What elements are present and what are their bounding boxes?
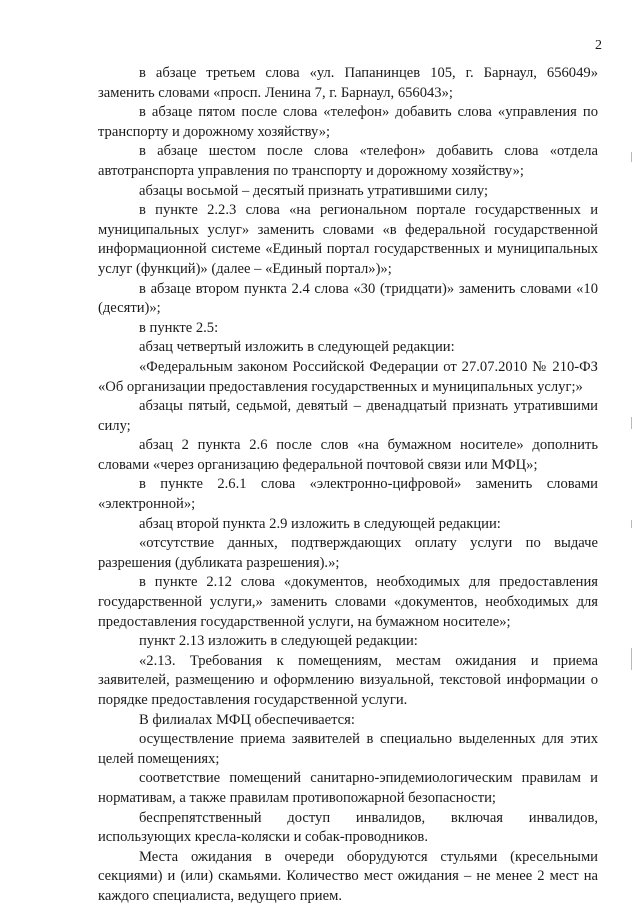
paragraph: «2.13. Требования к помещениям, местам ожидания и приема заявителей, размещению и оформлению визуальной, текстовой информации о порядке предоставления государственной услуги. (98, 652, 598, 708)
page-number: 2 (595, 38, 602, 53)
paragraph: соответствие помещений санитарно-эпидемиологическим правилам и нормативам, а также правилам противопожарной безопасности; (98, 770, 598, 806)
paragraph: абзацы восьмой – десятый признать утратившими силу; (139, 182, 489, 199)
scan-artifact (631, 417, 632, 429)
paragraph: пункт 2.13 изложить в следующей редакции: (139, 633, 418, 650)
paragraph: «отсутствие данных, подтверждающих оплату услуги по выдаче разрешения (дубликата разрешения).»; (98, 535, 598, 571)
paragraph: в абзаце втором пункта 2.4 слова «30 (тридцати)» заменить словами «10 (десяти)»; (98, 280, 598, 317)
paragraph: в пункте 2.5: (139, 319, 219, 336)
paragraph: абзац 2 пункта 2.6 после слов «на бумажном носителе» дополнить словами «через организацию федеральной почтовой связи или МФЦ»; (98, 437, 598, 473)
paragraph: абзацы пятый, седьмой, девятый – двенадцатый признать утратившими силу; (98, 398, 598, 434)
scan-artifact (631, 152, 632, 162)
paragraph: в абзаце пятом после слова «телефон» добавить слова «управления по транспорту и дорожному хозяйству»; (98, 104, 598, 140)
paragraph: в пункте 2.12 слова «документов, необходимых для предоставления государственной услуги,» заменить словами «документов, необходимых для предоставления государственной услуги, на бумажном носителе»; (98, 574, 598, 630)
paragraph: в абзаце третьем слова «ул. Папанинцев 105, г. Барнаул, 656049» заменить словами «просп. Ленина 7, г. Барнаул, 656043»; (98, 65, 598, 101)
paragraph: беспрепятственный доступ инвалидов, включая инвалидов, использующих кресла-коляски и собак-проводников. (98, 809, 598, 846)
paragraph: в абзаце шестом после слова «телефон» добавить слова «отдела автотранспорта управления по транспорту и дорожному хозяйству»; (98, 143, 598, 179)
paragraph: абзац четвертый изложить в следующей редакции: (139, 339, 455, 356)
scan-artifact (631, 520, 632, 528)
document-body (98, 64, 598, 907)
paragraph: в пункте 2.6.1 слова «электронно-цифровой» заменить словами «электронной»; (98, 476, 598, 513)
scan-artifact (631, 648, 632, 670)
paragraph: В филиалах МФЦ обеспечивается: (139, 711, 355, 728)
paragraph: осуществление приема заявителей в специально выделенных для этих целей помещениях; (98, 731, 598, 767)
paragraph: в пункте 2.2.3 слова «на региональном портале государственных и муниципальных услуг» заменить словами «в федеральной государственной информационной системе «Единый портал государственных и муниципальных услуг (функций)» (далее – «Единый портал»)»; (98, 202, 598, 277)
paragraph: Места ожидания в очереди оборудуются стульями (кресельными секциями) и (или) скамьями. Количество мест ожидания – не менее 2 мест на каждого специалиста, ведущего прием. (98, 848, 598, 904)
paragraph: «Федеральным законом Российской Федерации от 27.07.2010 № 210-ФЗ «Об организации предоставления государственных и муниципальных услуг;» (98, 358, 598, 395)
paragraph: абзац второй пункта 2.9 изложить в следующей редакции: (139, 515, 501, 532)
